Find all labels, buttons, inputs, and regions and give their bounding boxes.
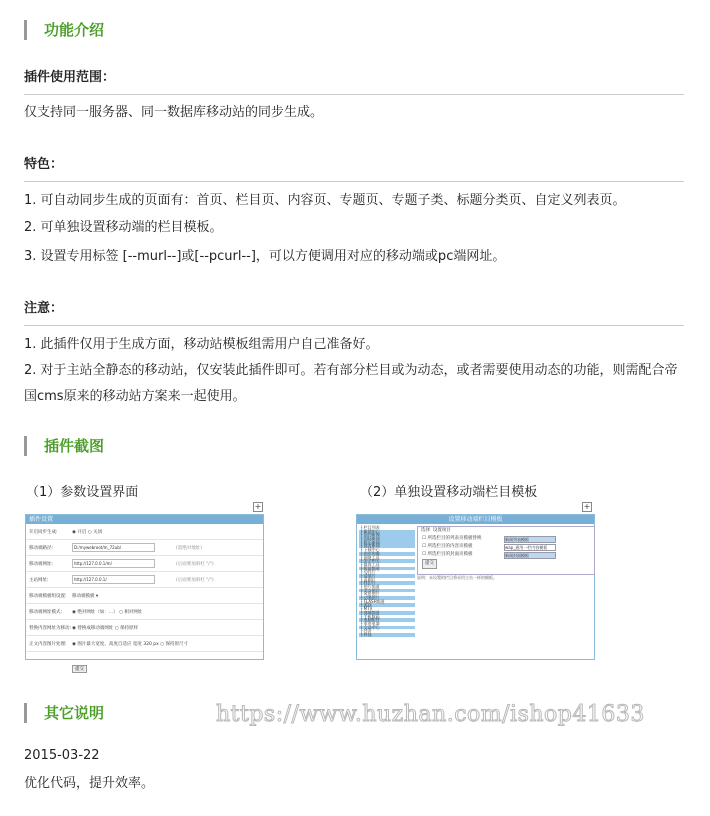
column-tree-item: ├ 美女图片	[359, 589, 415, 593]
expand-left-screenshot-icon[interactable]: +	[254, 502, 262, 511]
section-title-screenshots: 插件截图	[24, 436, 104, 456]
note-item-2: 2. 对于主站全静态的移动站，仅安装此插件即可。若有部分栏目或为动态，或者需要使用动态的功能，则需配合帝国cms原来的移动站方案来一起使用。	[24, 363, 678, 404]
column-tree-item: ├ 风景图片	[360, 591, 380, 597]
column-tree-item: ├ 游戏	[359, 603, 415, 607]
column-tree-item: ├ 动作片	[360, 569, 376, 575]
left-screenshot[interactable]	[25, 514, 264, 672]
left-screenshot-caption: （1）参数设置界面	[26, 485, 139, 500]
column-tree-item: ├ 体育新闻	[359, 544, 415, 548]
scope-heading: 插件使用范围：	[24, 66, 684, 95]
column-tree-item: ├ 新闻中心	[359, 530, 415, 534]
column-tree-item: ├ 电脑配件	[359, 618, 415, 622]
setting-row: 移动端网址: http://127.0.0.1/m/ (后面要加斜杠 "/")	[26, 556, 263, 572]
setting-row: 正文内容图片处理: ◉ 图片最大宽度、高度自适应 宽度 320 px ○ 保持原尺寸	[26, 636, 263, 652]
notes-heading: 注意：	[24, 297, 684, 326]
feature-item-1: 1. 可自动同步生成的页面有：首页、栏目页、内容页、专题页、专题子类、标题分类页、自定义列表页。	[24, 193, 626, 208]
column-tree-item: ├ 安全相关	[359, 559, 415, 563]
column-tree-item: ├ 下载中心	[360, 547, 380, 553]
feature-item-2: 2. 可单独设置移动端的栏目模板。	[24, 220, 223, 235]
right-screenshot-caption: （2）单独设置移动端栏目模板	[360, 485, 538, 500]
left-screenshot-submit-button: 提交	[72, 665, 87, 673]
column-tree-item: ├ 影视频道	[359, 567, 415, 571]
column-tree-item: ├ FLASH频道	[360, 598, 385, 604]
column-tree-item: ├ 爱情片	[359, 574, 415, 578]
column-tree	[359, 526, 415, 637]
section-title-other: 其它说明	[24, 703, 104, 723]
other-date: 2015-03-22	[24, 748, 100, 763]
column-tree-item: ├ 科幻片	[359, 581, 415, 585]
other-text: 优化代码，提升效率。	[24, 776, 155, 791]
column-tree-item: ├ 文章中心	[359, 626, 415, 630]
setting-row: 移动端模板组设置: 移动端模板 ▾	[26, 588, 263, 604]
column-tree-item: ├ 手机数码	[360, 613, 380, 619]
column-tree-item: ├ 娱乐新闻	[359, 541, 415, 545]
right-screenshot-submit-button: 提交	[422, 559, 437, 569]
column-tree-item: ├ 图片频道	[360, 584, 380, 589]
column-tree-item: ├ 动漫图片	[359, 596, 415, 600]
column-tree-item: ├ 家用电器	[360, 620, 380, 626]
right-screenshot-note: 说明：未设置的栏目将采用主站一样的模板。	[417, 575, 497, 580]
template-panel: 选择 设置项目 ☐ 所选栏目的列表页模板替换 新闻列表模板 ☐ 所选栏目的内容页模板 wap_通用一栏内容模板 ☐ 所选栏目的封面页模板 新闻封面模板 提交	[417, 526, 595, 575]
expand-right-screenshot-icon[interactable]: +	[583, 502, 591, 511]
column-tree-item: ├ 图形图像	[359, 552, 415, 556]
column-tree-item: ├ 国际新闻	[359, 537, 415, 541]
column-tree-item: ├ 栏目列表	[360, 525, 380, 530]
features-heading: 特色：	[24, 153, 684, 182]
column-tree-item: ├ 网络工具	[360, 554, 380, 560]
right-screenshot[interactable]	[356, 514, 595, 660]
column-tree-item: ├ 媒体工具	[360, 561, 380, 567]
scope-text: 仅支持同一服务器、同一数据库移动站的同步生成。	[24, 105, 324, 120]
setting-row: 主站网址: http://127.0.0.1/ (后面要加斜杠 "/")	[26, 572, 263, 588]
column-tree-item: ├ 商城频道	[359, 611, 415, 615]
column-tree-item: ├ 喜剧片	[360, 576, 376, 582]
watermark: https://www.huzhan.com/ishop41633	[216, 702, 645, 727]
setting-row: 开启同步生成: ◉ 开启 ○ 关闭	[26, 524, 263, 540]
column-tree-item: ├ 科技	[359, 633, 415, 637]
left-screenshot-title: 插件设置	[26, 515, 263, 524]
setting-row: 移动端网址模式: ◉ 绝对网址（如：...） ○ 相对网址	[26, 604, 263, 620]
feature-item-3: 3. 设置专用标签 [--murl--]或[--pcurl--]，可以方便调用对应的移动端或pc端网址。	[24, 249, 506, 264]
note-item-1: 1. 此插件仅用于生成方面，移动站模板组需用户自己准备好。	[24, 337, 379, 352]
column-tree-item: ├ 经济	[360, 628, 372, 634]
column-tree-item: ├ MTV	[360, 606, 373, 612]
setting-row: 替换内容网址为移动: ◉ 替换成移动端网址 ○ 保持原样	[26, 620, 263, 636]
setting-row: 移动端路径: D:/mywebroot/m_72ub/ (需绝对地址)	[26, 540, 263, 556]
section-title-features: 功能介绍	[24, 20, 104, 40]
right-screenshot-title: 设置移动端栏目模板	[357, 515, 594, 524]
column-tree-item: ├ 国内新闻	[359, 533, 415, 537]
